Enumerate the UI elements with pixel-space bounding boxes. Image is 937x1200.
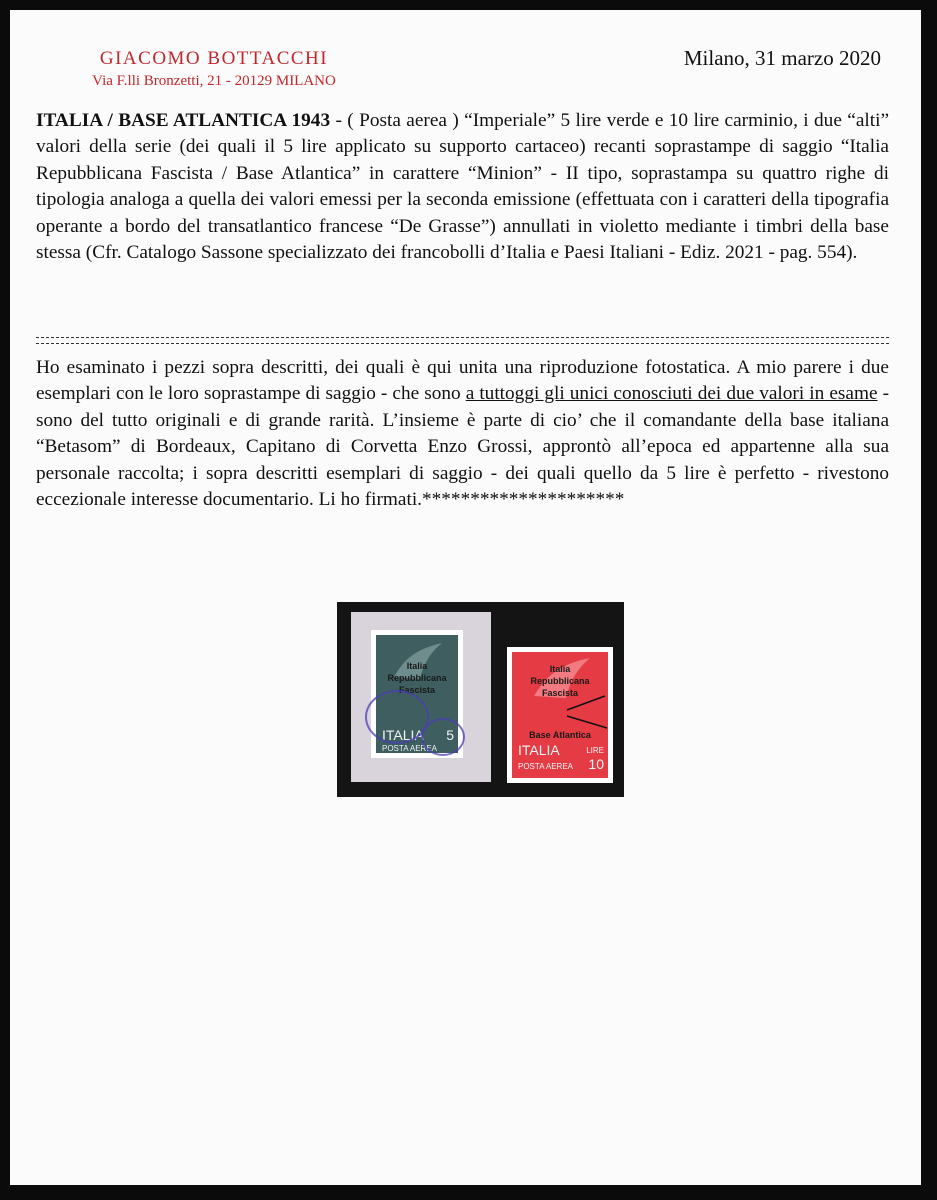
divider-rule xyxy=(36,337,889,344)
stamp-caption: POSTA AEREA xyxy=(382,744,437,753)
expert-address: Via F.lli Bronzetti, 21 - 20129 MILANO xyxy=(92,73,336,89)
opinion-underlined: a tuttoggi gli unici conosciuti dei due valori in esame xyxy=(465,383,878,405)
overprint-line-3: Fascista xyxy=(398,685,436,695)
overprint-line-1: Italia xyxy=(406,661,428,671)
overprint-line-2: Repubblicana xyxy=(387,673,447,683)
stamp-country: ITALIA xyxy=(382,727,424,743)
stamp-currency: LIRE xyxy=(586,746,604,755)
stamp-value: 5 xyxy=(446,727,454,743)
overprint-line-3: Fascista xyxy=(541,688,579,698)
violet-cancel xyxy=(421,718,465,756)
opinion-text-before: Ho esaminato i pezzi sopra descritti, dei quali è qui unita una riproduzione fotostatica. A mio parere i due esemplari con le loro soprastampe di saggio - che sono xyxy=(36,357,889,405)
letterhead xyxy=(54,47,374,91)
violet-cancel xyxy=(365,690,429,744)
stamps-photo xyxy=(337,602,624,797)
overprint-line-4: Base Atlantica xyxy=(529,730,591,740)
description-text: - ( Posta aerea ) “Imperiale” 5 lire verde e 10 lire carminio, i due “alti” valori della serie (dei quali il 5 lire applicato su supporto cartaceo) recanti soprastampe di saggio “Italia Repubblicana Fascista / Base Atlantica” in carattere “Minion” - II tipo, soprastampa su quattro righe di tipologia analoga a quella dei valori emessi per la seconda emissione (effettuata con i caratteri della tipografia operante a bordo del transatlantico francese “De Grasse”) annullati in violetto mediante i timbri della base stessa (Cfr. Catalogo Sassone specializzato dei francobolli d’Italia e Paesi Italiani - Ediz. 2021 - pag. 554). xyxy=(36,110,890,264)
stamp-5-lire xyxy=(371,630,463,758)
stamp-caption: POSTA AEREA xyxy=(518,762,573,771)
description-paragraph xyxy=(36,108,889,266)
opinion-text-after: - sono del tutto originali e di grande rarità. L’insieme è parte di cio’ che il comandante della base italiana “Betasom” di Bordeaux, Capitano di Corvetta Enzo Grossi, approntò all’epoca ed appartenne alla sua personale raccolta; i sopra descritti esemplari di saggio - dei quali quello da 5 lire è perfetto - rivestono eccezionale interesse documentario. Li ho firmati.********************* xyxy=(36,383,889,511)
signature-mark xyxy=(565,688,625,748)
overprint-line-2: Repubblicana xyxy=(530,676,590,686)
overprint-line-1: Italia xyxy=(549,664,571,674)
certificate-sheet xyxy=(10,10,921,1185)
description-title: ITALIA / BASE ATLANTICA 1943 xyxy=(36,110,331,131)
opinion-paragraph xyxy=(36,355,889,513)
stamp-value: 10 xyxy=(588,756,604,772)
expert-name: GIACOMO BOTTACCHI xyxy=(99,48,329,69)
certificate-date: Milano, 31 marzo 2020 xyxy=(683,46,881,70)
stamp-country: ITALIA xyxy=(518,742,560,758)
